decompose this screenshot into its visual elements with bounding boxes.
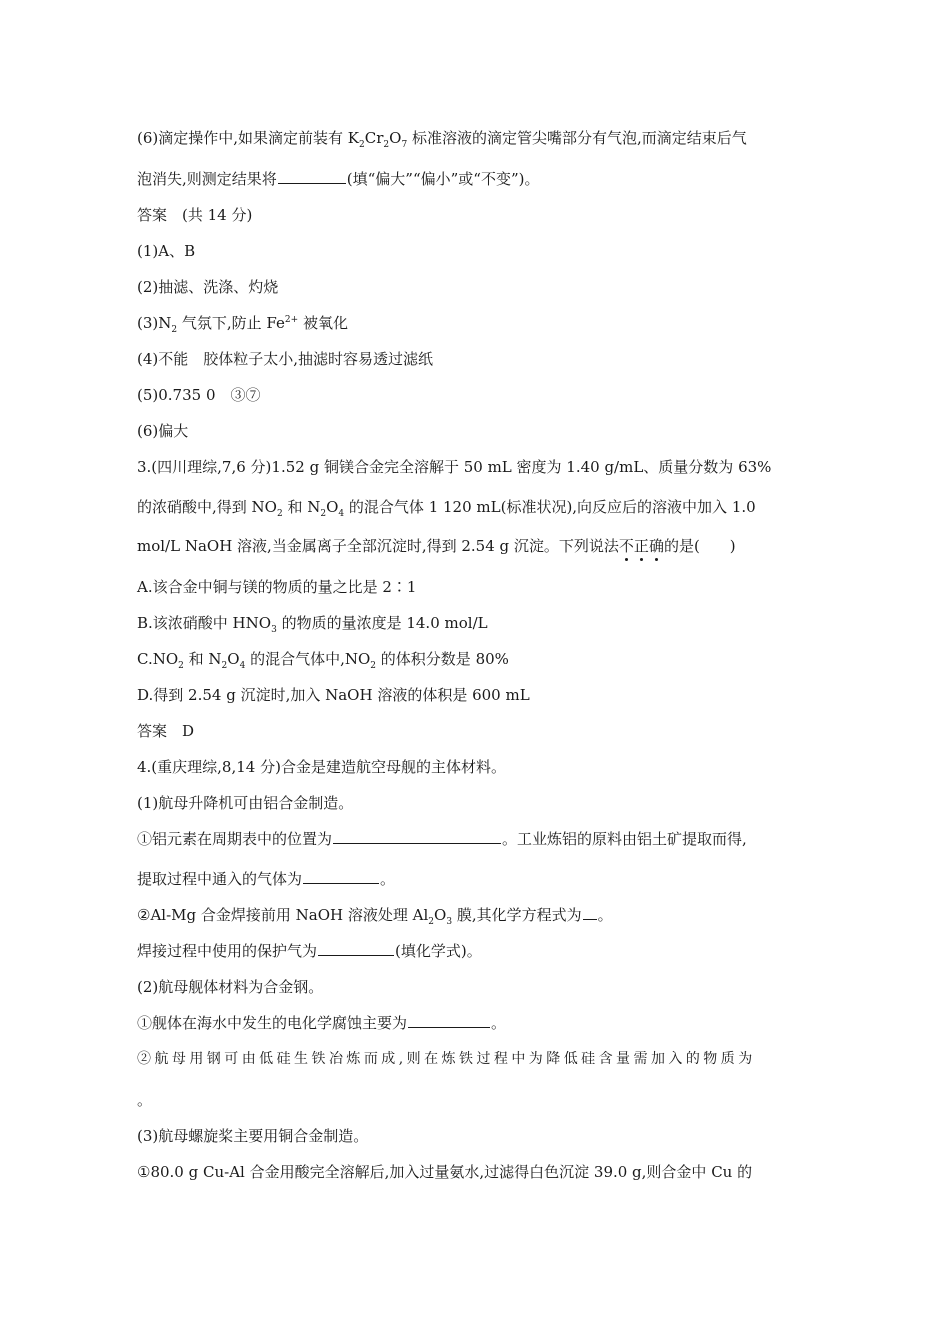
answer-label: 答案 (共 14 分) [137, 206, 253, 224]
q3-option-a: A.该合金中铜与镁的物质的量之比是 2∶1 [137, 578, 417, 596]
q4-1-4: 焊接过程中使用的保护气为 (填化学式)。 [137, 942, 482, 960]
q3-option-c: $C.NO_2$ 和 $N_2O_4$ 的混合气体中$,NO_2$ 的体积分数是 80% [137, 650, 509, 671]
q4-1-1: ①铝元素在周期表中的位置为 。工业炼铝的原料由铝土矿提取而得, [137, 830, 747, 848]
q3-option-d: D.得到 2.54 g 沉淀时,加入 NaOH 溶液的体积是 600 mL [137, 686, 530, 704]
answer-4: (4)不能 胶体粒子太小,抽滤时容易透过滤纸 [137, 350, 434, 368]
q3-answer: 答案 D [137, 722, 195, 740]
answer-1: (1)A、B [137, 242, 196, 260]
q3-line-2: 的浓硝酸中,得到 $NO_2$ 和 $N_2O_4$ 的混合气体 1 120 mL(标准状况),向反应后的溶液中加入 1.0 [137, 498, 756, 519]
answer-6: (6)偏大 [137, 422, 189, 440]
answer-blank [333, 829, 501, 844]
q6-line-1: (6)滴定操作中,如果滴定前装有 $K_2Cr_2O_7$ 标准溶液的滴定管尖嘴部分有气泡,而滴定结束后气 [137, 129, 747, 150]
q4-2-2: ② 航 母 用 钢 可 由 低 硅 生 铁 冶 炼 而 成 , 则 在 炼 铁 过 程 中 为 降 低 硅 含 量 需 加 入 的 物 质 为 [137, 1051, 752, 1067]
q4-title: 4.(重庆理综,8,14 分)合金是建造航空母舰的主体材料。 [137, 758, 506, 776]
q4-3-1: ①80.0 g Cu-Al 合金用酸完全溶解后,加入过量氨水,过滤得白色沉淀 39.0 g,则合金中 Cu 的 [137, 1163, 753, 1181]
answer-blank [303, 869, 379, 884]
answer-2: (2)抽滤、洗涤、灼烧 [137, 278, 279, 296]
answer-blank [408, 1013, 490, 1028]
answer-blank [583, 905, 597, 920]
q4-part-3: (3)航母螺旋桨主要用铜合金制造。 [137, 1127, 369, 1145]
q4-2-1: ①舰体在海水中发生的电化学腐蚀主要为 。 [137, 1014, 507, 1032]
answer-blank [318, 941, 394, 956]
q4-1-3: ②Al-Mg 合金焊接前用 NaOH 溶液处理 $Al_2O_3$ 膜,其化学方程式为 。 [137, 906, 613, 927]
q4-2-3: 。 [137, 1091, 153, 1109]
q4-1-2: 提取过程中通入的气体为 。 [137, 870, 396, 888]
q6-line-2: 泡消失,则测定结果将 (填“偏大”“偏小”或“不变”)。 [137, 170, 540, 188]
q3-line-3: mol/L NaOH 溶液,当金属离子全部沉淀时,得到 2.54 g 沉淀。下列说法不正确的是( ) [137, 537, 736, 555]
q3-option-b: B.该浓硝酸中 $HNO_3$ 的物质的量浓度是 14.0 mol/L [137, 614, 488, 635]
q3-line-1: 3.(四川理综,7,6 分)1.52 g 铜镁合金完全溶解于 50 mL 密度为 1.40 g/mL、质量分数为 63% [137, 458, 772, 476]
q4-part-2: (2)航母舰体材料为合金钢。 [137, 978, 324, 996]
answer-3: $(3)N_2$ 气氛下,防止 $Fe^{2+}$ 被氧化 [137, 314, 348, 335]
answer-5: (5)0.735 0 ③⑦ [137, 386, 261, 404]
answer-blank [278, 169, 346, 184]
q4-part-1: (1)航母升降机可由铝合金制造。 [137, 794, 354, 812]
